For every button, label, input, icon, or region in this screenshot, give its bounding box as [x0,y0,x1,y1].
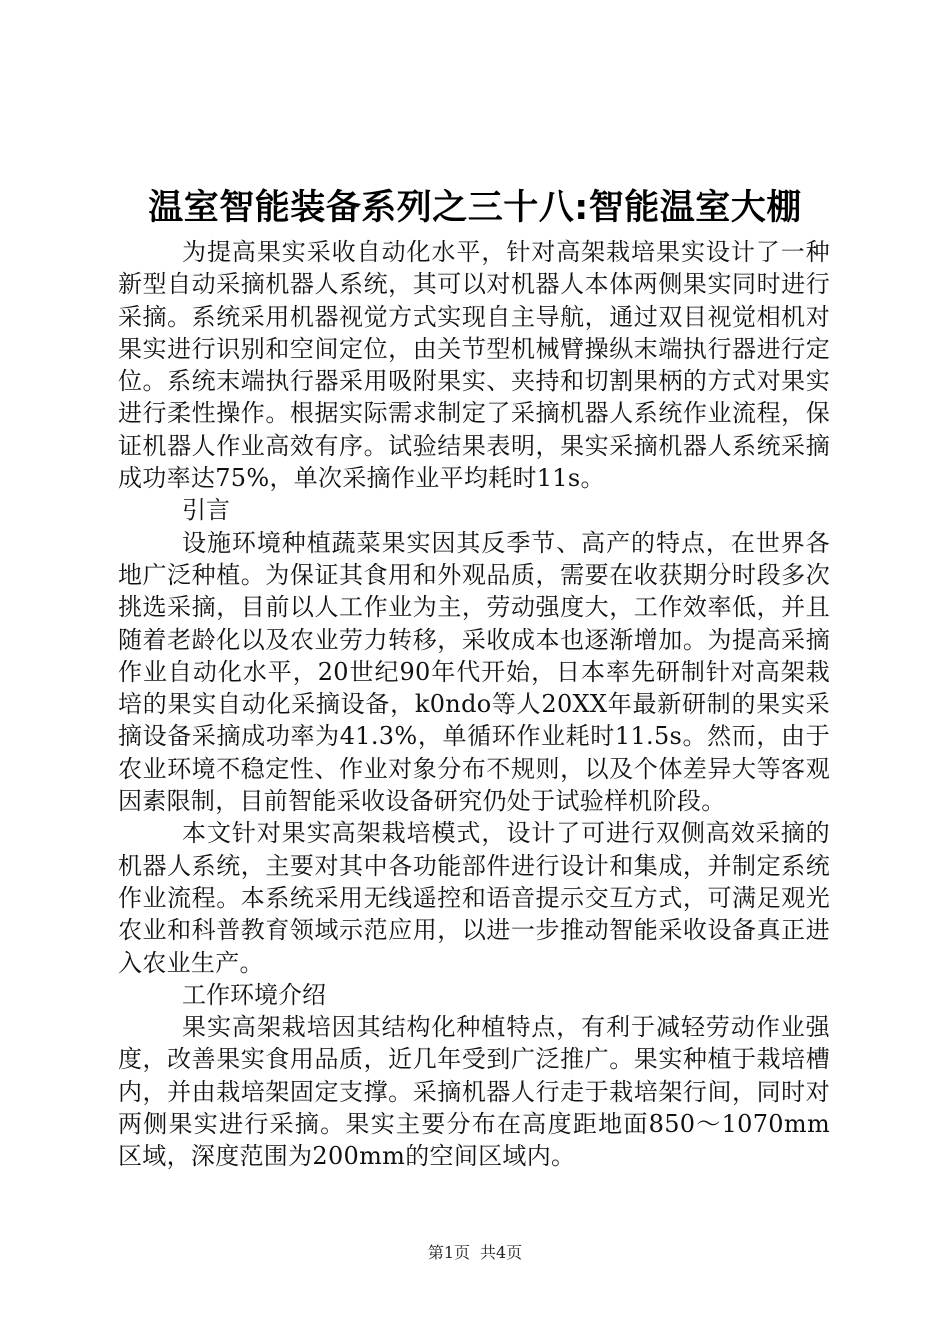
document-title: 温室智能装备系列之三十八:智能温室大棚 [148,188,802,228]
paragraph-introduction: 设施环境种植蔬菜果实因其反季节、高产的特点，在世界各地广泛种植。为保证其食用和外观品质，需要在收获期分时段多次挑选采摘，目前以人工作业为主，劳动强度大，工作效率低，并且随着老龄化以及农业劳力转移，采收成本也逐渐增加。为提高采摘作业自动化水平，20世纪90年代开始，日本率先研制针对高架栽培的果实自动化采摘设备，k0ndo等人20XX年最新研制的果实采摘设备采摘成功率为41.3%，单循环作业耗时11.5s。然而，由于农业环境不稳定性、作业对象分布不规则，以及个体差异大等客观因素限制，目前智能采收设备研究仍处于试验样机阶段。 [118,528,830,816]
page-footer [0,1243,950,1263]
section-heading-introduction: 引言 [182,496,230,525]
section-heading-work-environment: 工作环境介绍 [182,980,326,1009]
paragraph-abstract: 为提高果实采收自动化水平，针对高架栽培果实设计了一种新型自动采摘机器人系统，其可以对机器人本体两侧果实同时进行采摘。系统采用机器视觉方式实现自主导航，通过双目视觉相机对果实进行识别和空间定位，由关节型机械臂操纵末端执行器进行定位。系统末端执行器采用吸附果实、夹持和切割果柄的方式对果实进行柔性操作。根据实际需求制定了采摘机器人系统作业流程，保证机器人作业高效有序。试验结果表明，果实采摘机器人系统采摘成功率达75%，单次采摘作业平均耗时11s。 [118,238,830,493]
paragraph-system-design: 本文针对果实高架栽培模式，设计了可进行双侧高效采摘的机器人系统，主要对其中各功能部件进行设计和集成，并制定系统作业流程。本系统采用无线遥控和语音提示交互方式，可满足观光农业和科普教育领域示范应用，以进一步推动智能采收设备真正进入农业生产。 [118,819,830,977]
paragraph-work-environment: 果实高架栽培因其结构化种植特点，有利于减轻劳动作业强度，改善果实食用品质，近几年受到广泛推广。果实种植于栽培槽内，并由栽培架固定支撑。采摘机器人行走于栽培架行间，同时对两侧果实进行采摘。果实主要分布在高度距地面850～1070mm区域，深度范围为200mm的空间区域内。 [118,1013,830,1171]
document-body [118,236,830,1173]
page-total: 共4页 [480,1243,523,1262]
page-number: 第1页 [427,1243,470,1262]
